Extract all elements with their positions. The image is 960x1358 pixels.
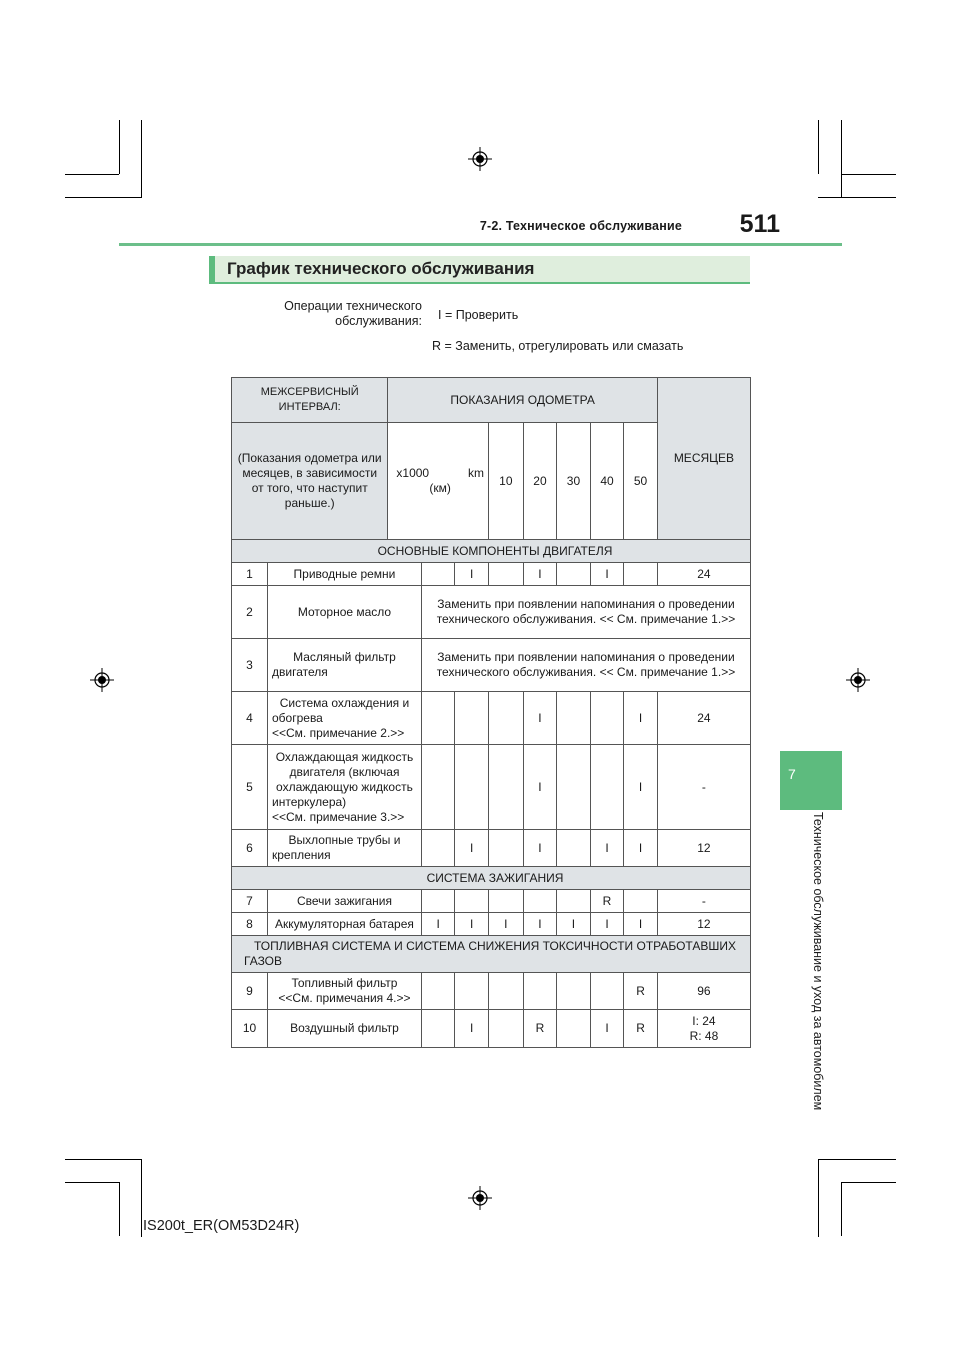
legend-replace: R = Заменить, отрегулировать или смазать [432,339,684,353]
odometer-header: ПОКАЗАНИЯ ОДОМЕТРА [388,378,657,423]
table-row: 10 Воздушный фильтр I R I R I: 24 R: 48 [232,1010,751,1048]
registration-mark-icon [468,1186,492,1210]
crop-mark [818,1159,819,1237]
crop-mark [841,120,842,198]
crop-mark [65,174,119,175]
table-row: 3 Масляный фильтр двигателя Заменить при появлении напоминания о проведении технического обслуживания. << См. примечание 1.>> [232,639,751,692]
registration-mark-icon [846,668,870,692]
section-ignition: СИСТЕМА ЗАЖИГАНИЯ [232,867,751,890]
km-50: 50 [624,423,658,540]
crop-mark [119,120,120,174]
header-rule [119,243,842,246]
crop-mark [841,174,896,175]
chapter-tab [780,751,842,810]
registration-mark-icon [468,147,492,171]
table-row: 5 Охлаждающая жидкость двигателя (включая охлаждающую жидкость интеркулера) <<См. примечание 3.>> I I - [232,745,751,830]
section-engine: ОСНОВНЫЕ КОМПОНЕНТЫ ДВИГАТЕЛЯ [232,540,751,563]
crop-mark [119,1182,120,1236]
crop-mark [818,197,896,198]
table-row: 6 Выхлопные трубы и крепления I I I I 12 [232,830,751,867]
crop-mark [818,120,819,174]
table-row: 8 Аккумуляторная батарея I I I I I I I 12 [232,913,751,936]
table-row: 9 Топливный фильтр <<См. примечания 4.>> R 96 [232,973,751,1010]
document-code: IS200t_ER(OM53D24R) [143,1218,300,1234]
section-fuel: ТОПЛИВНАЯ СИСТЕМА И СИСТЕМА СНИЖЕНИЯ ТОКСИЧНОСТИ ОТРАБОТАВШИХ ГАЗОВ [232,936,751,973]
crop-mark [141,1159,142,1237]
crop-mark [65,1182,119,1183]
table-row: 4 Система охлаждения и обогрева <<См. примечание 2.>> I I 24 [232,692,751,745]
maintenance-table [231,377,751,1048]
legend-inspect: I = Проверить [438,308,519,322]
crop-mark [65,197,141,198]
months-header: МЕСЯЦЕВ [657,378,750,540]
km-10: 10 [488,423,523,540]
page-number: 511 [739,210,780,238]
table-row: 2 Моторное масло Заменить при появлении напоминания о проведении технического обслуживания. << См. примечание 1.>> [232,586,751,639]
km-30: 30 [557,423,591,540]
page-title: График технического обслуживания [227,259,535,278]
crop-mark [841,1182,842,1236]
chapter-label: Техническое обслуживание и уход за автомобилем [811,812,825,1111]
km-20: 20 [523,423,557,540]
km-40: 40 [590,423,624,540]
chapter-number: 7 [788,766,796,782]
legend-label-2: обслуживания: [335,314,422,328]
table-row: 7 Свечи зажигания R - [232,890,751,913]
legend-label-1: Операции технического [284,299,422,313]
table-row: 1 Приводные ремни I I I 24 [232,563,751,586]
interval-note: (Показания одометра или месяцев, в зависимости от того, что наступит раньше.) [232,423,388,540]
crop-mark [65,1159,141,1160]
registration-mark-icon [90,668,114,692]
interval-header: МЕЖСЕРВИСНЫЙ ИНТЕРВАЛ: [232,378,388,423]
crop-mark [841,1182,896,1183]
odometer-unit: x1000 km (км) [388,423,489,540]
crop-mark [818,1159,896,1160]
running-header-section: 7-2. Техническое обслуживание [479,219,682,233]
crop-mark [141,120,142,198]
section-title-bar [209,256,750,284]
